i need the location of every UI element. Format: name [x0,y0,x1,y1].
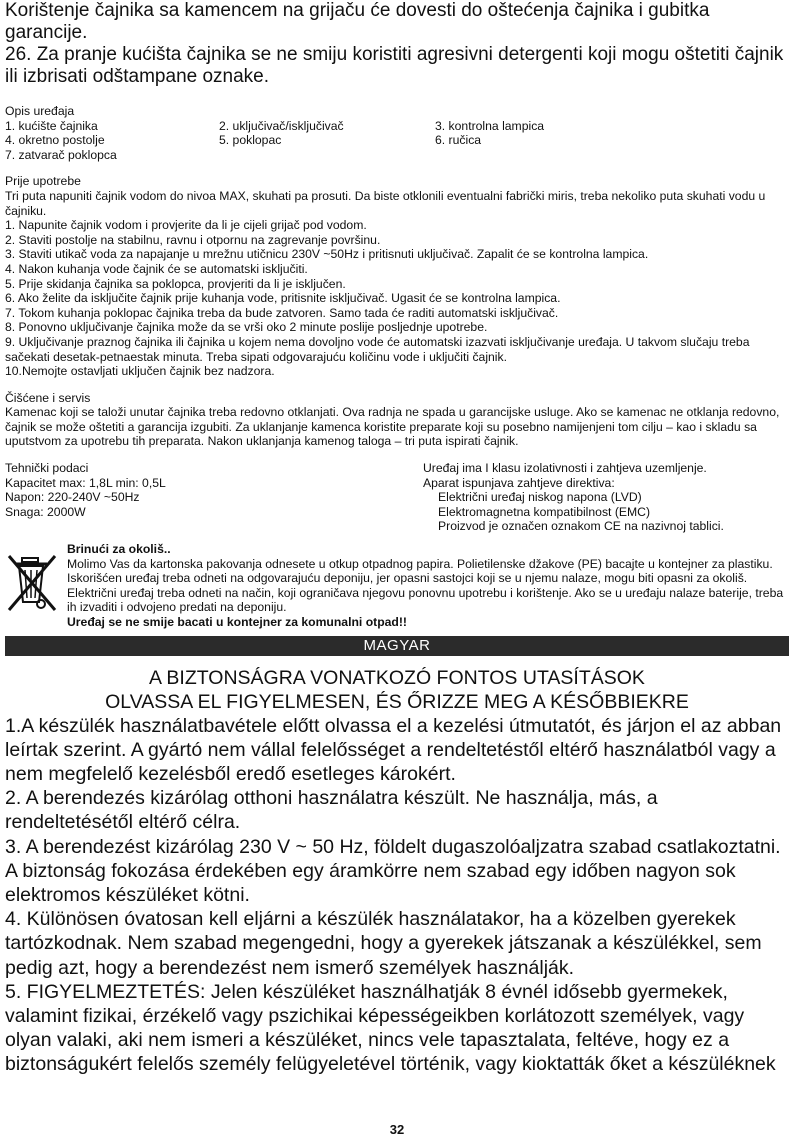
disposal-warning: Uređaj se ne smije bacati u kontejner za komunalni otpad!! [67,615,407,629]
capacity-value: Kapacitet max: 1,8L min: 0,5L [5,475,166,490]
before-use-step: 2. Staviti postolje na stabilnu, ravnu i otpornu na zagrevanje površinu. [5,232,381,247]
before-use-step: 10.Nemojte ostavljati uključen čajnik bez nadzora. [5,364,275,379]
device-description-title: Opis uređaja [5,104,75,118]
before-use-step: 5. Prije skidanja čajnika sa poklopca, provjeriti da li je isključen. [5,276,346,291]
hungarian-paragraph: 4. Különösen óvatosan kell eljárni a készülék használatakor, ha a közelben gyerekek tartózkodnak. Nem szabad megengedni, hogy a gyerekek játszanak a készülékkel, sem pedig azt, hogy a berendezést nem ismerő személyek használják. [5,908,762,979]
before-use-step: 8. Ponovno uključivanje čajnika može da se vrši oko 2 minute poslije posljednje upotrebe. [5,320,488,335]
part-item [435,148,789,163]
hungarian-paragraph: 2. A berendezés kizárólag otthoni használatra készült. Ne használja, más, a rendeltetésétől eltérő célra. [5,787,658,834]
lvd-directive: Električni uređaj niskog napona (LVD) [438,490,642,505]
cleaning-text: Kamenac koji se taloži unutar čajnika treba redovno otklanjati. Ova radnja ne spada u garancijske usluge. Ako se kamenac ne otklanja redovno, čajnik se može oštetiti a garancija izgubiti. Za uklanjanje kamenca koristite preparate koji su posebno namijenjeni tom cilju – kao i skladu sa uputstvom za upotrebu tih preparata. Nakon uklanjanja kamenog taloga – tri puta ispirati čajnik. [5,405,780,449]
crossed-out-bin-icon [5,552,63,614]
part-item: 2. uključivač/isključivač [219,118,344,133]
cleaning-detergent-warning: 26. Za pranje kućišta čajnika se ne smiju koristiti agresivni detergenti koji mogu oštetiti čajnik ili izbrisati odštampane oznake. [5,44,784,87]
technical-data [5,461,423,534]
environment-section [5,542,789,630]
part-item: 6. ručica [435,133,482,148]
before-use-step: 7. Tokom kuhanja poklopac čajnika treba da bude zatvoren. Samo tada će raditi automatski isključivač. [5,305,559,320]
before-use-title: Prije upotrebe [5,174,81,189]
part-item: 4. okretno postolje [5,133,105,148]
technical-section [5,461,789,534]
hungarian-title: A BIZTONSÁGRA VONATKOZÓ FONTOS UTASÍTÁSOK [149,666,645,689]
technical-title: Tehnički podaci [5,461,89,476]
language-bar: MAGYAR [5,636,789,656]
environment-title: Brinući za okoliš.. [67,542,171,557]
page-number: 32 [389,1122,405,1137]
before-use-step: 1. Napunite čajnik vodom i provjerite da li je cijeli grijač pod vodom. [5,218,367,233]
ce-marking: Proizvod je označen oznakom CE na nazivnoj tablici. [438,519,724,534]
emc-directive: Elektromagnetna kompatibilnost (EMC) [438,504,651,519]
environment-text: Molimo Vas da kartonska pakovanja odnesete u otkup otpadnog papira. Polietilenske džakove (PE) bacajte u kontejner za plastiku. Iskorišćen uređaj treba odneti na odgovarajuću deponiju, jer opasni sastojci koji se u njemu nalaze, mogu biti opasni za okoliš. Električni uređaj treba odneti na način, koji ograničava njegovu ponovnu upotrebu i korištenje. Ako se u uređaju nalaze baterije, treba ih izvaditi i odvojeno predati na deponiju. [67,556,784,615]
scale-warning: Korištenje čajnika sa kamencem na grijaču će dovesti do oštećenja čajnika i gubitka garancije. [5,0,710,43]
cleaning-section [5,391,789,449]
part-item: 1. kućište čajnika [5,118,98,133]
voltage-value: Napon: 220-240V ~50Hz [5,490,140,505]
device-description-section [5,104,789,162]
part-item [219,148,435,163]
cleaning-title: Čišćene i servis [5,390,91,405]
before-use-section [5,174,789,378]
before-use-step: 6. Ako želite da isključite čajnik prije kuhanja vode, pritisnite isključivač. Ugasit će se kontrolna lampica. [5,291,561,306]
hungarian-paragraph: 3. A berendezést kizárólag 230 V ~ 50 Hz, földelt dugaszolóaljzatra szabad csatlakoztatni. A biztonság fokozása érdekében egy áramkörre nem szabad egy időben nagyon sok elektromos készüléket kötni. [5,835,781,907]
hungarian-section [5,666,789,1077]
insulation-class: Uređaj ima I klasu izolativnosti i zahtjeva uzemljenje. [423,461,707,476]
before-use-step: 9. Uključivanje praznog čajnika ili čajnika u kojem nema dovoljno vode će automatski izazvati isključivanje uređaja. U takvom slučaju treba sačekati desetak-petnaestak minuta. Treba sipati odgovarajuću količinu vode i uključiti čajnik. [5,334,750,364]
parts-list [5,119,789,163]
part-item: 5. poklopac [219,133,282,148]
part-item: 3. kontrolna lampica [435,118,545,133]
before-use-step: 4. Nakon kuhanja vode čajnik će se automatski isključiti. [5,261,308,276]
environment-text-block [63,542,789,630]
hungarian-paragraph: 5. FIGYELMEZTETÉS: Jelen készüléket használhatják 8 évnél idősebb gyermekek, valamint fizikai, érzékelő vagy pszichikai képességeikben korlátozott személyek, vagy olyan valaki, aki nem ismeri a készüléket, nincs vele tapasztalata, feltéve, hogy ez a biztonságukért felelős személy felügyeletével történik, vagy kioktatták őket a készüléknek [5,980,776,1076]
before-use-intro: Tri puta napuniti čajnik vodom do nivoa MAX, skuhati pa prosuti. Da biste otklonili eventualni fabrički miris, treba nekoliko puta skuhati vodu u čajniku. [5,188,766,218]
power-value: Snaga: 2000W [5,504,86,519]
before-use-step: 3. Staviti utikač voda za napajanje u mrežnu utičnicu 230V ~50Hz i pritisnuti uključivač. Zapalit će se kontrolna lampica. [5,247,649,262]
hungarian-subtitle: OLVASSA EL FIGYELMESEN, ÉS ŐRIZZE MEG A KÉSŐBBIEKRE [105,690,689,713]
compliance-info [423,461,789,534]
manual-page [5,0,789,1077]
hungarian-paragraph: 1.A készülék használatbavétele előtt olvassa el a kezelési útmutatót, és járjon el az abban leírtak szerint. A gyártó nem vállal felelősséget a rendeltetéstől eltérő használatból vagy a nem megfelelő kezelésből eredő esetleges károkért. [5,714,782,785]
directives-line: Aparat ispunjava zahtjeve direktiva: [423,475,615,490]
part-item: 7. zatvarač poklopca [5,147,117,162]
